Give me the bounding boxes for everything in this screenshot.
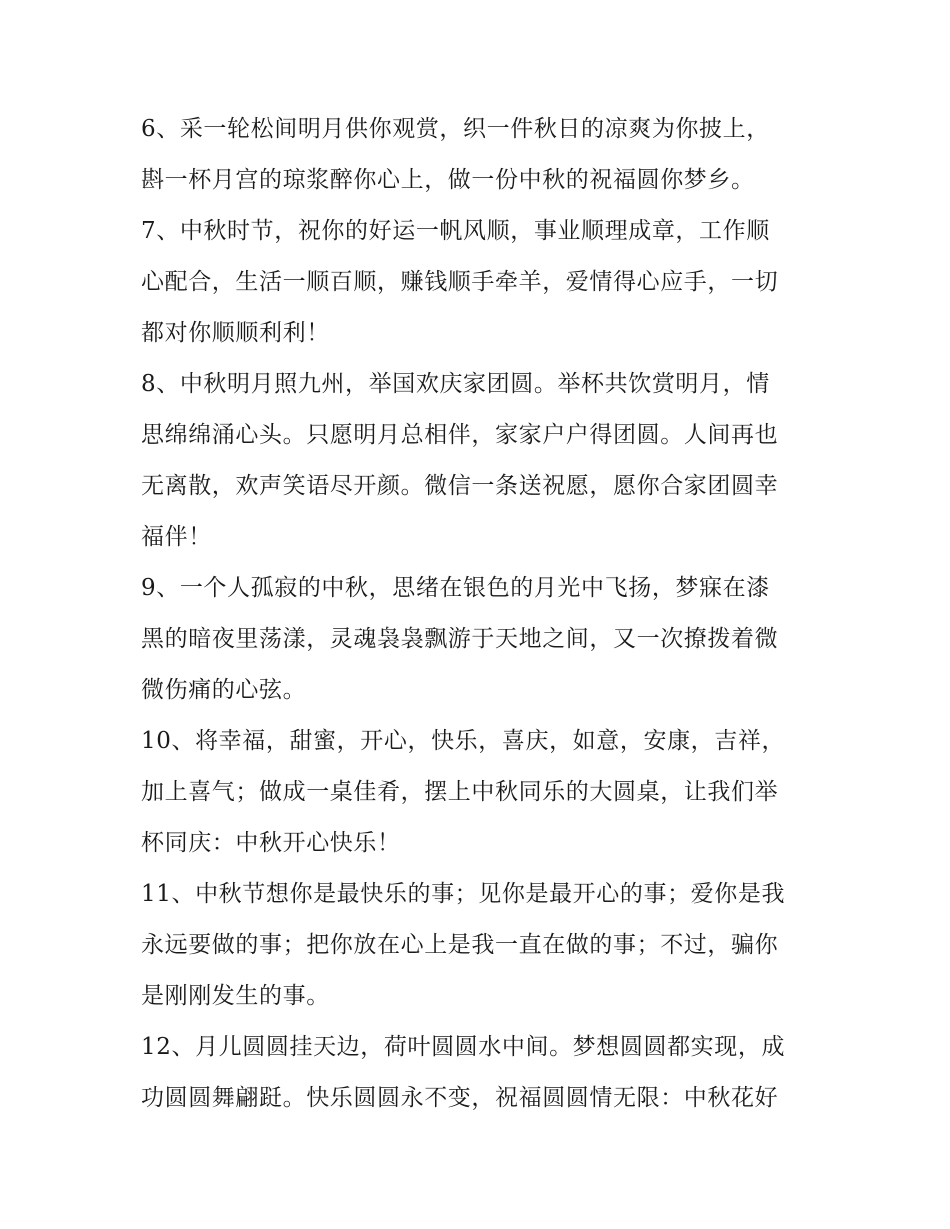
text-line: 9、一个人孤寂的中秋，思绪在银色的月光中飞扬，梦寐在漆: [141, 575, 770, 601]
text-line: 福伴！: [141, 524, 212, 550]
paragraph-11: [141, 869, 821, 1022]
text-line: 功圆圆舞翩跹。快乐圆圆永不变，祝福圆圆情无限：中秋花好: [141, 1085, 779, 1111]
text-line: 10、将幸福，甜蜜，开心，快乐，喜庆，如意，安康，吉祥，: [141, 728, 786, 754]
text-line: 无离散，欢声笑语尽开颜。微信一条送祝愿，愿你合家团圆幸: [141, 473, 779, 499]
paragraph-10: [141, 716, 821, 869]
text-line: 12、月儿圆圆挂天边，荷叶圆圆水中间。梦想圆圆都实现，成: [141, 1034, 786, 1060]
paragraph-7: [141, 206, 821, 359]
document-body: [141, 104, 821, 1124]
text-line: 8、中秋明月照九州，举国欢庆家团圆。举杯共饮赏明月，情: [141, 371, 770, 397]
text-line: 是刚刚发生的事。: [141, 983, 330, 1009]
text-line: 6、采一轮松间明月供你观赏，织一件秋日的凉爽为你披上，: [141, 116, 770, 142]
text-line: 黑的暗夜里荡漾，灵魂袅袅飘游于天地之间，又一次撩拨着微: [141, 626, 779, 652]
paragraph-8: [141, 359, 821, 563]
text-line: 11、中秋节想你是最快乐的事；见你是最开心的事；爱你是我: [141, 881, 786, 907]
paragraph-9: [141, 563, 821, 716]
text-line: 都对你顺顺利利！: [141, 320, 330, 346]
text-line: 思绵绵涌心头。只愿明月总相伴，家家户户得团圆。人间再也: [141, 422, 779, 448]
text-line: 7、中秋时节，祝你的好运一帆风顺，事业顺理成章，工作顺: [141, 218, 770, 244]
paragraph-12: [141, 1022, 821, 1124]
paragraph-6: [141, 104, 821, 206]
text-line: 永远要做的事；把你放在心上是我一直在做的事；不过，骗你: [141, 932, 779, 958]
text-line: 斟一杯月宫的琼浆醉你心上，做一份中秋的祝福圆你梦乡。: [141, 167, 755, 193]
text-line: 加上喜气；做成一桌佳肴，摆上中秋同乐的大圆桌，让我们举: [141, 779, 779, 805]
text-line: 杯同庆：中秋开心快乐！: [141, 830, 401, 856]
text-line: 心配合，生活一顺百顺，赚钱顺手牵羊，爱情得心应手，一切: [141, 269, 779, 295]
text-line: 微伤痛的心弦。: [141, 677, 307, 703]
